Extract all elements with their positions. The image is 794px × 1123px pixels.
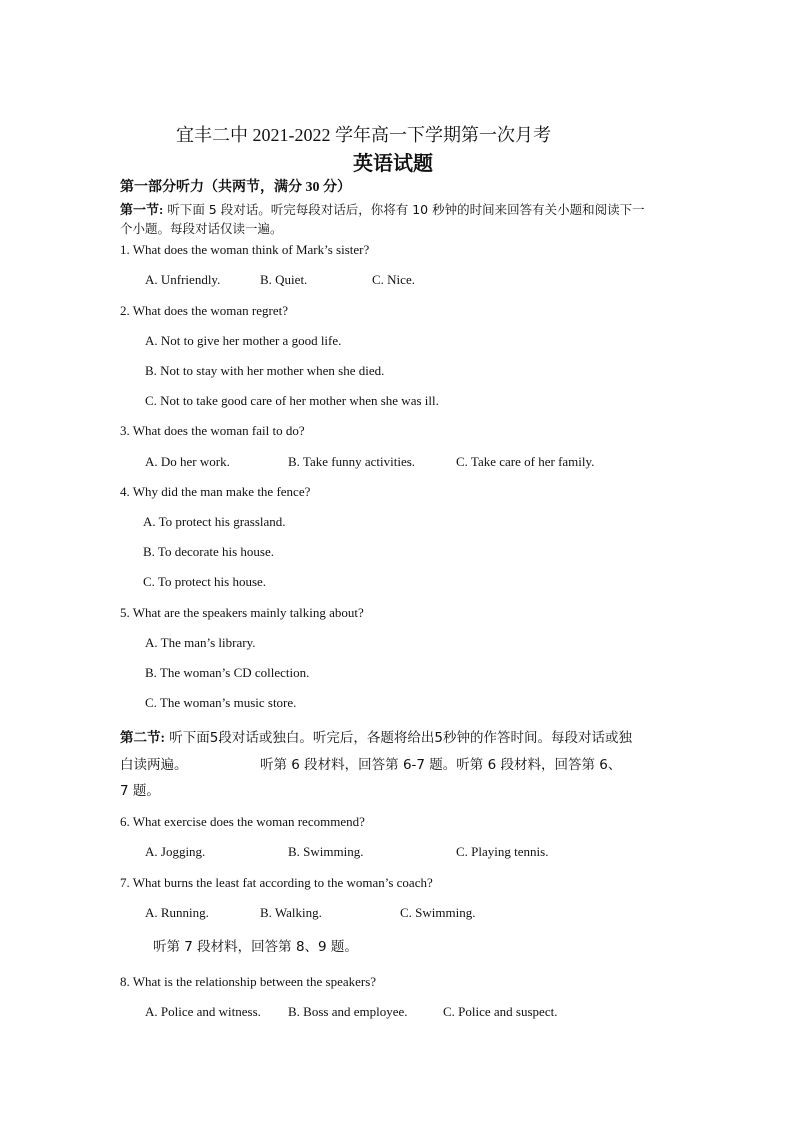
section2-text-line3: 7 题。 bbox=[120, 783, 160, 799]
section2-text-line2b: 听第 6 段材料，回答第 6-7 题。听第 6 段材料，回答第 6、 bbox=[260, 757, 622, 773]
question-stem: 4. Why did the man make the fence? bbox=[120, 484, 311, 499]
option-b: B. The woman’s CD collection. bbox=[145, 665, 310, 680]
option-a: A. Jogging. bbox=[145, 844, 206, 859]
section2-label: 第二节: bbox=[120, 730, 165, 745]
option-b: B. To decorate his house. bbox=[143, 544, 274, 559]
option-c: C. Swimming. bbox=[400, 905, 476, 920]
question-stem: 7. What burns the least fat according to the woman’s coach? bbox=[120, 875, 433, 890]
question-stem: 3. What does the woman fail to do? bbox=[120, 423, 305, 438]
option-a: A. To protect his grassland. bbox=[143, 514, 286, 529]
material-7-instruction: 听第 7 段材料，回答第 8、9 题。 bbox=[153, 939, 358, 955]
question-stem: 1. What does the woman think of Mark’s sister? bbox=[120, 242, 370, 257]
option-a: A. Running. bbox=[145, 905, 209, 920]
section2-text-line1: 听下面5段对话或独白。听完后，各题将给出5秒钟的作答时间。每段对话或独 bbox=[165, 730, 632, 746]
question-stem: 8. What is the relationship between the speakers? bbox=[120, 974, 377, 989]
exam-subtitle: 英语试题 bbox=[353, 153, 433, 175]
option-c: C. Take care of her family. bbox=[456, 454, 595, 469]
question-stem: 6. What exercise does the woman recommend? bbox=[120, 814, 365, 829]
option-b: B. Boss and employee. bbox=[288, 1004, 408, 1019]
option-a: A. The man’s library. bbox=[145, 635, 256, 650]
option-b: B. Walking. bbox=[260, 905, 322, 920]
option-b: B. Take funny activities. bbox=[288, 454, 416, 469]
option-a: A. Police and witness. bbox=[145, 1004, 261, 1019]
section1-text-line1: 听下面 5 段对话。听完每段对话后，你将有 10 秒钟的时间来回答有关小题和阅读下一 bbox=[163, 202, 645, 217]
question-stem: 2. What does the woman regret? bbox=[120, 303, 288, 318]
option-c: C. To protect his house. bbox=[143, 574, 267, 589]
exam-title: 宜丰二中 2021-2022 学年高一下学期第一次月考 bbox=[176, 125, 551, 145]
option-c: C. Playing tennis. bbox=[456, 844, 549, 859]
option-b: B. Not to stay with her mother when she died. bbox=[145, 363, 385, 378]
question-stem: 5. What are the speakers mainly talking about? bbox=[120, 605, 364, 620]
section1-text-line2: 个小题。每段对话仅读一遍。 bbox=[120, 221, 283, 236]
option-a: A. Not to give her mother a good life. bbox=[145, 333, 342, 348]
option-c: C. Nice. bbox=[372, 272, 415, 287]
part1-heading: 第一部分听力（共两节，满分 30 分） bbox=[120, 180, 351, 195]
section1-instructions bbox=[120, 202, 645, 218]
option-a: A. Unfriendly. bbox=[145, 272, 221, 287]
option-a: A. Do her work. bbox=[145, 454, 230, 469]
option-c: C. Not to take good care of her mother when she was ill. bbox=[145, 393, 439, 408]
section1-label: 第一节: bbox=[120, 202, 164, 217]
option-b: B. Quiet. bbox=[260, 272, 308, 287]
option-c: C. Police and suspect. bbox=[443, 1004, 558, 1019]
option-c: C. The woman’s music store. bbox=[145, 695, 297, 710]
section2-text-line2a: 白读两遍。 bbox=[120, 757, 188, 773]
section2-instructions-line1 bbox=[120, 729, 632, 747]
option-b: B. Swimming. bbox=[288, 844, 364, 859]
